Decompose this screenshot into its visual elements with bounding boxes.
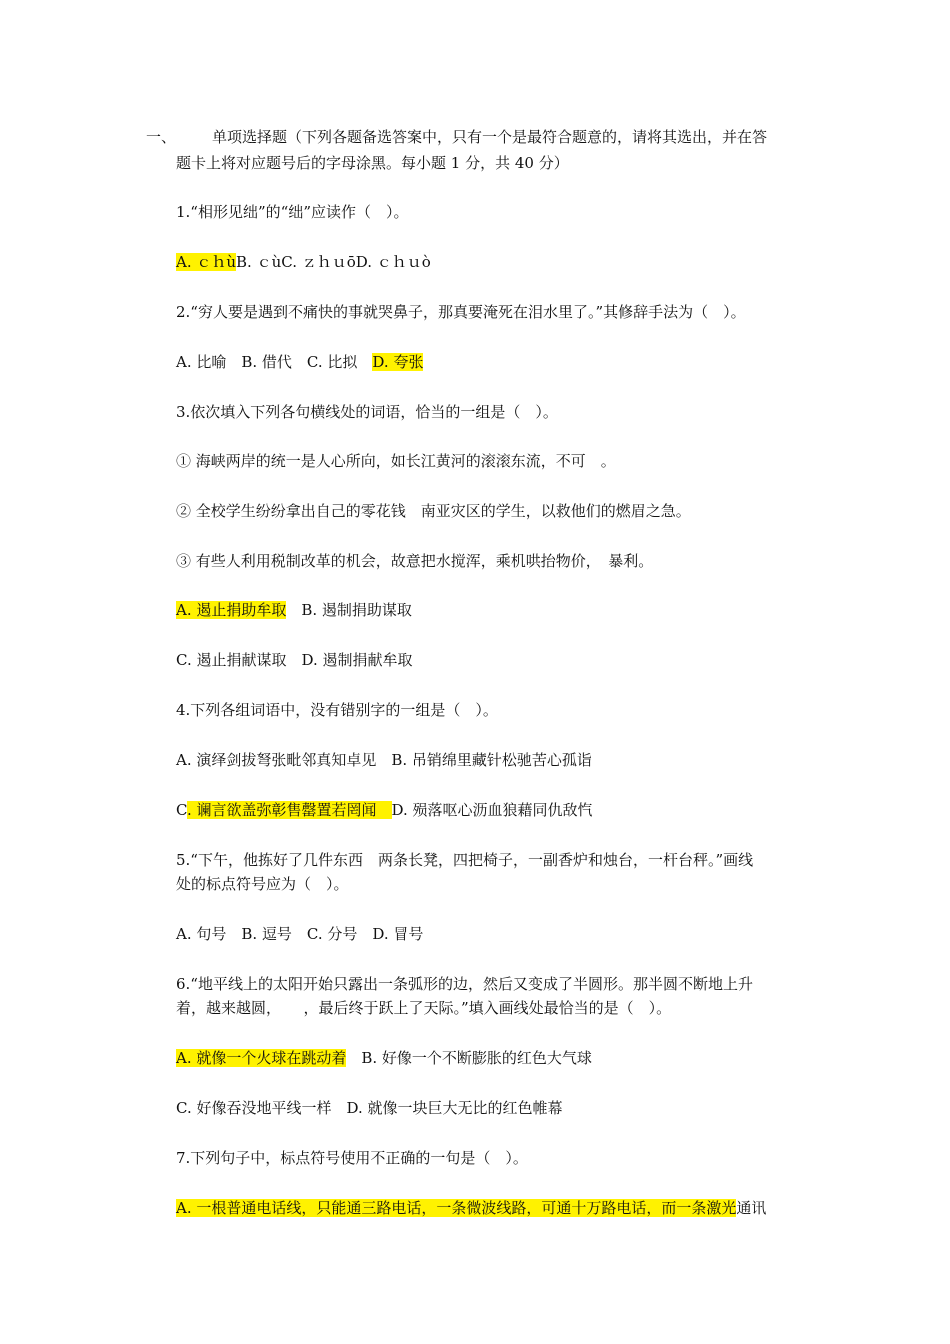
question-5-stem-line1: 5.“下午，他拣好了几件东西 两条长凳，四把椅子，一副香炉和烛台，一杆台秤。”画线: [176, 851, 754, 869]
section-number: 一、: [146, 128, 177, 146]
question-6-stem-line2: 着，越来越圆， ，最后终于跃上了天际。”填入画线处最恰当的是（ ）。: [176, 999, 672, 1017]
question-4-option-c-highlighted: . 谰言欲盖弥彰售罄置若罔闻: [186, 801, 392, 819]
question-7-option-a-highlighted: A. 一根普通电话线，只能通三路电话，一条微波线路，可通十万路电话，而一条激光: [176, 1199, 737, 1217]
question-2-stem: 2.“穷人要是遇到不痛快的事就哭鼻子，那真要淹死在泪水里了。”其修辞手法为（ ）。: [176, 303, 746, 321]
question-5-options: A. 句号 B. 逗号 C. 分号 D. 冒号: [176, 925, 424, 943]
section-title-line1: 单项选择题（下列各题备选答案中，只有一个是最符合题意的，请将其选出，并在答: [212, 128, 768, 146]
question-7-stem: 7.下列句子中，标点符号使用不正确的一句是（ ）。: [176, 1149, 528, 1167]
question-3-options-ab: [176, 599, 412, 621]
question-6-option-a-highlighted: A. 就像一个火球在跳动着: [176, 1049, 347, 1067]
question-4-stem: 4.下列各组词语中，没有错别字的一组是（ ）。: [176, 701, 498, 719]
question-3-options-cd: C. 遏止捐献谋取 D. 遏制捐献牟取: [176, 651, 413, 669]
question-1-option-a-highlighted: A. ｃｈù: [176, 253, 237, 271]
question-2-options-abc: A. 比喻 B. 借代 C. 比拟: [176, 353, 373, 371]
question-3-sentence-2: ② 全校学生纷纷拿出自己的零花钱 南亚灾区的学生，以救他们的燃眉之急。: [176, 502, 691, 520]
section-title-line2: 题卡上将对应题号后的字母涂黑。每小题 1 分，共 40 分）: [176, 154, 569, 172]
question-1-options-rest: B. ｃùC. ｚｈｕōD. ｃｈｕò: [236, 253, 431, 271]
question-6-options-ab: [176, 1047, 592, 1069]
question-2-options: [176, 351, 423, 373]
question-4-options-ab: A. 演绎剑拔弩张毗邻真知卓见 B. 吊销绵里藏针松驰苦心孤诣: [176, 751, 592, 769]
question-2-option-d-highlighted: D. 夸张: [372, 353, 424, 371]
question-5-stem-line2: 处的标点符号应为（ ）。: [176, 875, 349, 893]
question-1-options: [176, 251, 431, 273]
question-1-stem: 1.“相形见绌”的“绌”应读作（ ）。: [176, 203, 409, 221]
question-3-sentence-1: ① 海峡两岸的统一是人心所向，如长江黄河的滚滚东流，不可 。: [176, 452, 616, 470]
question-6-options-cd: C. 好像吞没地平线一样 D. 就像一块巨大无比的红色帷幕: [176, 1099, 563, 1117]
question-4-option-c-letter: C: [176, 801, 187, 819]
question-3-option-b: B. 遏制捐助谋取: [286, 601, 412, 619]
question-4-options-cd: [176, 799, 593, 821]
question-7-option-a-tail: 通讯: [736, 1199, 767, 1217]
question-6-option-b: B. 好像一个不断膨胀的红色大气球: [346, 1049, 592, 1067]
question-7-option-a: [176, 1197, 766, 1219]
question-3-option-a-highlighted: A. 遏止捐助牟取: [176, 601, 287, 619]
question-3-stem: 3.依次填入下列各句横线处的词语，恰当的一组是（ ）。: [176, 403, 558, 421]
question-3-sentence-3: ③ 有些人利用税制改革的机会，故意把水搅浑，乘机哄抬物价， 暴利。: [176, 552, 654, 570]
question-4-option-d: D. 殒落呕心沥血狼藉同仇敌忾: [391, 801, 593, 819]
question-6-stem-line1: 6.“地平线上的太阳开始只露出一条弧形的边，然后又变成了半圆形。那半圆不断地上升: [176, 975, 753, 993]
